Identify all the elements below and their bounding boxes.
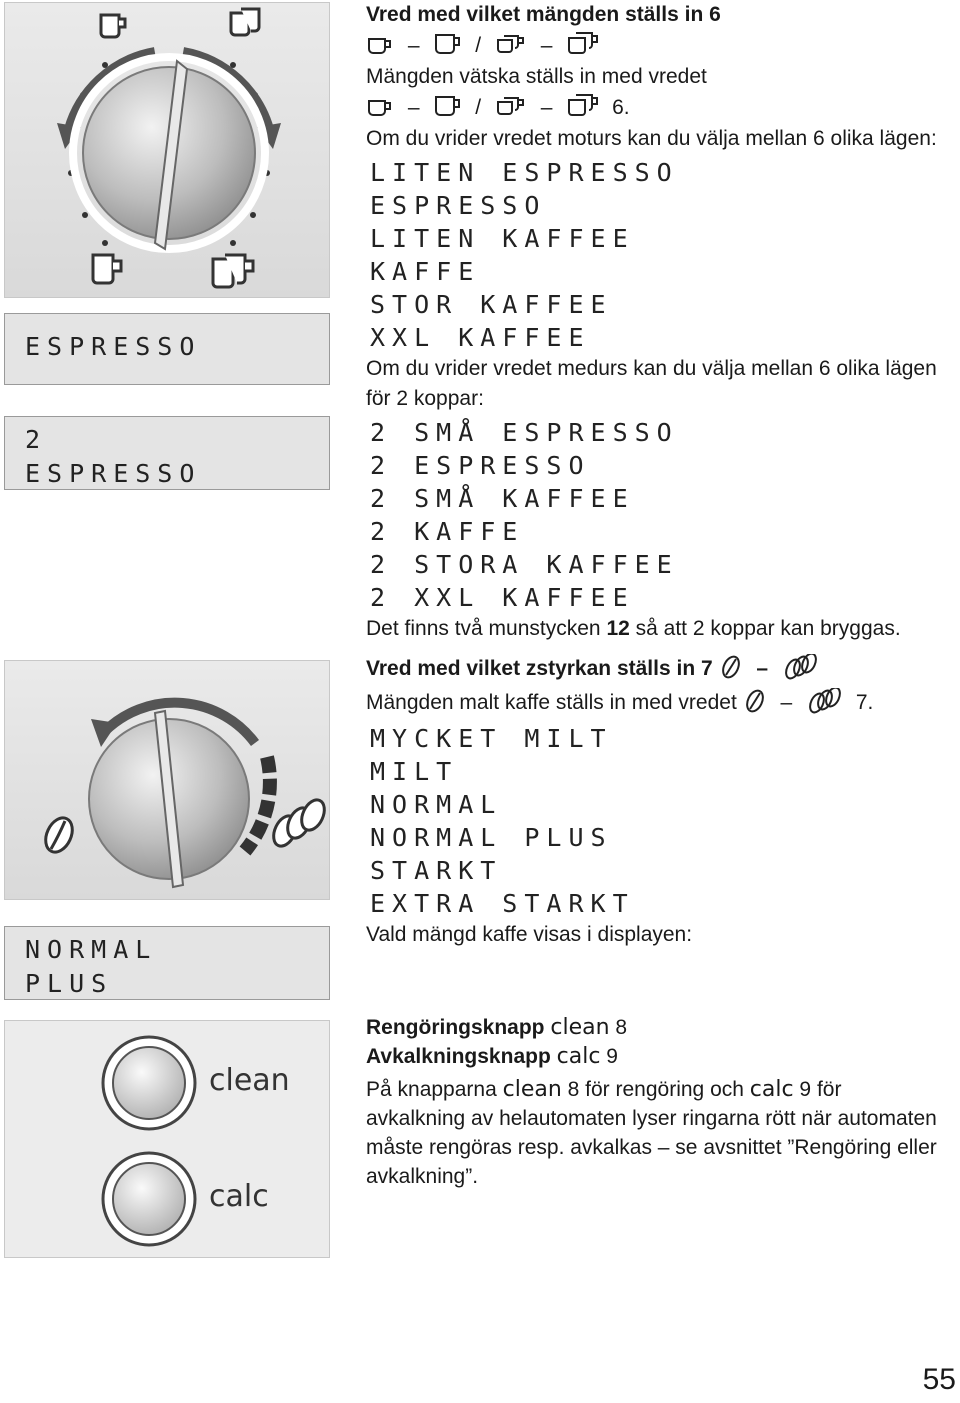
- clean-heading: Rengöringsknapp clean 8: [366, 1015, 628, 1040]
- mode-item: 2 SMÅ ESPRESSO: [370, 418, 679, 447]
- cw-modes-list: [366, 416, 960, 614]
- cw-description-line-2: för 2 koppar:: [366, 387, 484, 410]
- mode-item: XXL KAFFEE: [370, 323, 591, 352]
- mode-item: 2 XXL KAFFEE: [370, 583, 635, 612]
- calc-heading: Avkalkningsknapp calc 9: [366, 1044, 618, 1069]
- three-beans-icon: [782, 654, 820, 680]
- heading-symbols: – / –: [366, 30, 960, 62]
- mode-item: NORMAL PLUS: [370, 823, 613, 852]
- display-note: Vald mängd kaffe visas i displayen:: [366, 923, 693, 946]
- mode-item: MILT: [370, 757, 459, 786]
- section-buttons: [366, 1013, 960, 1191]
- clean-button-label: clean: [209, 1063, 290, 1098]
- mode-item: 2 KAFFE: [370, 517, 525, 546]
- cw-description-line-1: Om du vrider vredet medurs kan du välja mellan 6 olika lägen: [366, 357, 937, 380]
- mode-item: 2 SMÅ KAFFEE: [370, 484, 635, 513]
- one-bean-icon: [743, 688, 767, 714]
- mode-item: LITEN ESPRESSO: [370, 158, 679, 187]
- ccw-modes-list: [366, 156, 960, 354]
- ccw-description: Om du vrider vredet moturs kan du välja mellan 6 olika lägen:: [366, 127, 937, 150]
- large-cup-icon: [433, 94, 461, 118]
- two-large-cups-icon: [566, 92, 600, 118]
- display-line-1: NORMAL: [25, 935, 158, 964]
- display-line-1: ESPRESSO: [25, 332, 202, 361]
- buttons-figure: [4, 1020, 330, 1258]
- section-heading: Vred med vilket zstyrkan ställs in 7 –: [366, 652, 960, 686]
- large-cup-icon: [433, 32, 461, 56]
- mode-item: STARKT: [370, 856, 503, 885]
- mode-item: 2 STORA KAFFEE: [370, 550, 679, 579]
- buttons-paragraph: På knapparna clean 8 för rengöring och calc 9 för avkalkning av helautomaten lyser ringarna rött när automaten måste rengöras resp. avkalkas – se avsnittet ”Rengöring eller avkalkning”.: [366, 1077, 937, 1188]
- display-line-1: 2: [25, 425, 48, 454]
- display-espresso: [4, 313, 330, 385]
- calc-button[interactable]: [113, 1163, 185, 1235]
- three-beans-icon: [806, 688, 844, 714]
- clean-button[interactable]: [113, 1047, 185, 1119]
- intro-line: Mängden malt kaffe ställs in med vredet – 7.: [366, 686, 960, 720]
- one-bean-icon: [719, 654, 743, 680]
- page-number: 55: [922, 1363, 956, 1396]
- intro-symbols: – / – 6.: [366, 92, 960, 124]
- section-strength: [366, 652, 960, 950]
- strength-dial-illustration: [5, 661, 331, 901]
- display-line-2: PLUS: [25, 969, 114, 998]
- section-volume: [366, 0, 960, 644]
- small-cup-icon: [366, 34, 394, 56]
- mode-item: KAFFE: [370, 257, 481, 286]
- mode-item: EXTRA STARKT: [370, 889, 635, 918]
- display-line-2: ESPRESSO: [25, 459, 202, 488]
- nozzles-note: Det finns två munstycken 12 så att 2 koppar kan bryggas.: [366, 617, 901, 640]
- intro-line: Mängden vätska ställs in med vredet: [366, 65, 707, 88]
- mode-item: 2 ESPRESSO: [370, 451, 591, 480]
- two-large-cups-icon: [566, 30, 600, 56]
- volume-dial-figure: [4, 2, 330, 298]
- mode-item: STOR KAFFEE: [370, 290, 613, 319]
- small-cup-icon: [366, 96, 394, 118]
- two-small-cups-icon: [495, 94, 527, 118]
- mode-item: NORMAL: [370, 790, 503, 819]
- display-normal-plus: [4, 926, 330, 1000]
- mode-item: LITEN KAFFEE: [370, 224, 635, 253]
- strength-dial-figure: [4, 660, 330, 900]
- two-small-cups-icon: [495, 32, 527, 56]
- volume-dial-illustration: [5, 3, 331, 299]
- section-heading: Vred med vilket mängden ställs in 6: [366, 3, 721, 26]
- display-2-espresso: [4, 416, 330, 490]
- calc-button-label: calc: [209, 1179, 269, 1214]
- mode-item: ESPRESSO: [370, 191, 547, 220]
- mode-item: MYCKET MILT: [370, 724, 613, 753]
- strength-modes-list: [366, 722, 960, 920]
